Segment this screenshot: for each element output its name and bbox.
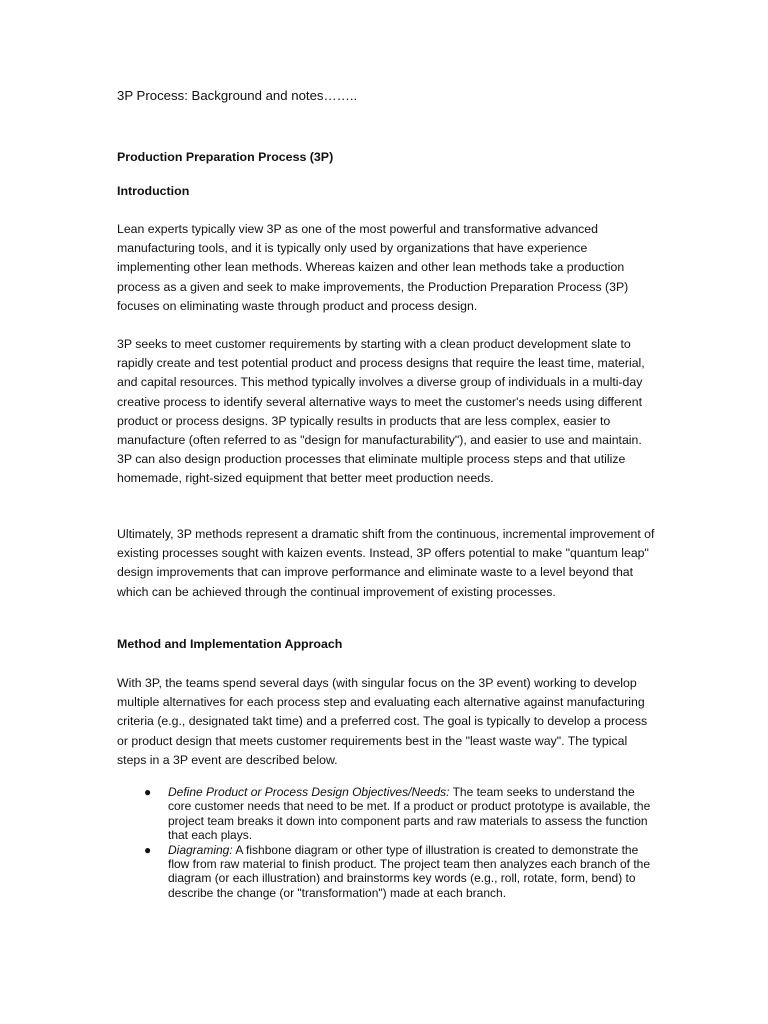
step-text: The team seeks to understand the core customer needs that need to be met. If a product or product prototype is available, the project team breaks it down into component parts and raw materials to assess the function that each plays.: [168, 785, 651, 843]
steps-list: [117, 785, 657, 900]
list-item: [117, 785, 657, 843]
bullet-dot-icon: ●: [144, 842, 152, 857]
step-term: Diagraming:: [168, 842, 233, 857]
introduction-heading: Introduction: [117, 184, 190, 198]
intro-paragraph-3: Ultimately, 3P methods represent a dramatic shift from the continuous, incremental improvement of existing processes sought with kaizen events. Instead, 3P offers potential to make "quantum leap" design improvements that can improve performance and eliminate waste to a level beyond that which can be achieved through the continual improvement of existing processes.: [117, 527, 655, 599]
intro-paragraph-2: 3P seeks to meet customer requirements by starting with a clean product development slate to rapidly create and test potential product and process designs that require the least time, material, and capital resources. This method typically involves a diverse group of individuals in a multi-day creative process to identify several alternative ways to meet the customer's needs using different product or process designs. 3P typically results in products that are less complex, easier to manufacture (often referred to as "design for manufacturability"), and easier to use and maintain. 3P can also design production processes that eliminate multiple process steps and that utilize homemade, right-sized equipment that better meet production needs.: [117, 337, 645, 486]
method-heading: Method and Implementation Approach: [117, 637, 343, 651]
step-term: Define Product or Process Design Objectives/Needs:: [168, 785, 450, 799]
bullet-dot-icon: ●: [144, 785, 152, 799]
list-item: [117, 843, 657, 901]
document-title: 3P Process: Background and notes……..: [117, 88, 358, 103]
step-text: A fishbone diagram or other type of illustration is created to demonstrate the flow from raw material to finish product. The project team then analyzes each branch of the diagram (or each illustration) and brainstorms key words (e.g., roll, rotate, form, bend) to describe the change (or "transformation") made at each branch.: [168, 842, 651, 900]
intro-paragraph-1: Lean experts typically view 3P as one of the most powerful and transformative advanced manufacturing tools, and it is typically only used by organizations that have experience implementing other lean methods. Whereas kaizen and other lean methods take a production process as a given and seek to make improvements, the Production Preparation Process (3P) focuses on eliminating waste through product and process design.: [117, 222, 629, 313]
method-paragraph: With 3P, the teams spend several days (with singular focus on the 3P event) working to develop multiple alternatives for each process step and evaluating each alternative against manufacturing criteria (e.g., designated takt time) and a preferred cost. The goal is typically to develop a process or product design that meets customer requirements best in the "least waste way". The typical steps in a 3P event are described below.: [117, 676, 648, 767]
section-title: Production Preparation Process (3P): [117, 150, 334, 164]
